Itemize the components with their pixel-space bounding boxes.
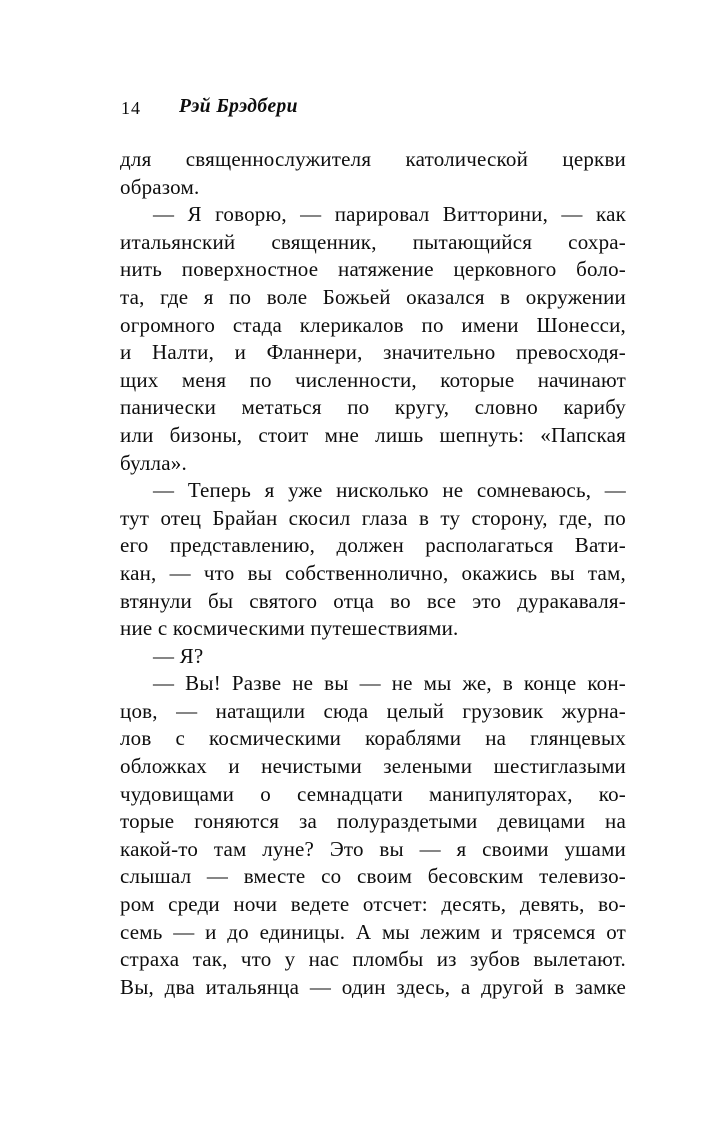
text-line: лов с космическими кораблями на глянцевых — [120, 726, 626, 751]
text-line: цов, — натащили сюда целый грузовик журна- — [120, 698, 626, 723]
text-line: торые гоняются за полураздетыми девицами на — [120, 809, 626, 834]
text-line: булла». — [120, 450, 187, 475]
text-line: Вы, два итальянца — один здесь, а другой в замке — [120, 974, 626, 999]
text-line: и Налти, и Фланнери, значительно превосходя- — [120, 340, 626, 365]
text-line: какой-то там луне? Это вы — я своими ушами — [120, 836, 626, 861]
text-line: — Я? — [153, 643, 204, 668]
text-line: ние с космическими путешествиями. — [120, 616, 459, 641]
text-line: нить поверхностное натяжение церковного боло- — [120, 257, 626, 282]
text-line: образом. — [120, 174, 200, 199]
text-line: та, где я по воле Божьей оказался в окружении — [120, 284, 626, 309]
text-line: чудовищами о семнадцати манипуляторах, ко- — [120, 781, 626, 806]
text-line: ром среди ночи ведете отсчет: десять, девять, во- — [120, 892, 626, 917]
text-line: огромного стада клерикалов по имени Шонесси, — [120, 312, 626, 337]
running-header: Рэй Брэдбери — [179, 96, 298, 117]
text-line: щих меня по численности, которые начинают — [120, 367, 626, 392]
page-number: 14 — [121, 98, 141, 118]
text-line: втянули бы святого отца во все это дуракаваля- — [120, 588, 626, 613]
text-line: его представлению, должен располагаться Вати- — [120, 533, 626, 558]
text-line: для священнослужителя католической церкви — [120, 147, 626, 171]
text-line: итальянский священник, пытающийся сохра- — [120, 229, 626, 254]
text-line: — Я говорю, — парировал Витторини, — как — [153, 202, 626, 227]
text-line: панически метаться по кругу, словно карибу — [120, 395, 626, 420]
text-line: или бизоны, стоит мне лишь шепнуть: «Папская — [120, 422, 626, 447]
text-line: слышал — вместе со своим бесовским телевизо- — [120, 864, 626, 889]
text-line: тут отец Брайан скосил глаза в ту сторону, где, по — [120, 505, 626, 530]
body-text — [120, 146, 626, 1001]
text-line: семь — и до единицы. А мы лежим и трясемся от — [120, 919, 626, 944]
text-line: обложках и нечистыми зелеными шестиглазыми — [120, 754, 626, 779]
text-line: страха так, что у нас пломбы из зубов вылетают. — [120, 947, 626, 972]
text-line: — Вы! Разве не вы — не мы же, в конце кон- — [153, 671, 626, 696]
page-header — [121, 96, 627, 122]
text-line: кан, — что вы собственнолично, окажись вы там, — [120, 560, 626, 585]
text-line: — Теперь я уже нисколько не сомневаюсь, — — [153, 478, 626, 503]
